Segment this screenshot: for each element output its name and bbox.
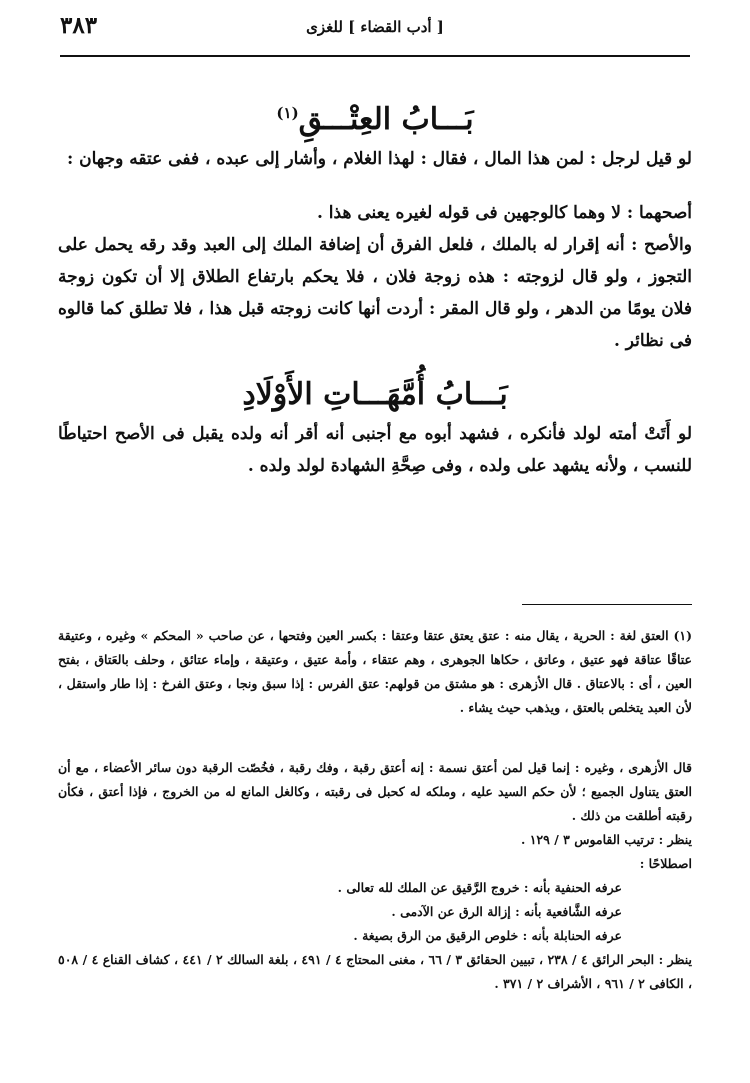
paragraph: أصحهما : لا وهما كالوجهين فى قوله لغيره يعنى هذا .: [316, 203, 692, 223]
footnote-text: (١) العتق لغة : الحرية ، يقال منه : عتق يعتق عتقا وعتقا : بكسر العين وفتحها ، عن صاحب « المحكم » وغيره ، وعتيقة عتاقًا عتاقة فهو عتيق ، وعاتق ، حكاها الجوهرى ، وهم عتقاء ، وأمة عتيق ، وعتيقة ، وإماء عتائق ، وحلف بالعَتاق ، بفتح العين ، أى : بالاعتاق . قال الأزهرى : هو مشتق من قولهم: عتق الفرس : إذا سبق ونجا ، وعتق الفرخ : إذا طار واستقل ، لأن العبد يتخلص بالعتق ، ويذهب حيث يشاء .: [58, 628, 692, 715]
footnote-text: ينظر : ترتيب القاموس ٣ / ١٢٩ .: [520, 832, 692, 847]
footnote-text: ينظر : البحر الرائق ٤ / ٢٣٨ ، تبيين الحقائق ٣ / ٦٦ ، مغنى المحتاج ٤ / ٤٩١ ، بلغة السالك ٢ / ٤٤١ ، كشاف القناع ٤ / ٥٠٨ ، الكافى ٢ / ٩٦١ ، الأشراف ٢ / ٣٧١ .: [58, 952, 692, 991]
spacer: [58, 175, 692, 197]
footnote-reference: (١): [276, 104, 299, 122]
running-title: [ أدب القضاء ] للغزى: [306, 18, 444, 36]
section-heading-text: بَـــابُ العِتْـــقِ: [298, 102, 474, 137]
paragraph: لو أَتَتْ أمته لولد فأنكره ، فشهد أبوه مع أجنبى أنه أقر أنه ولده يقبل فى الأصح احتياطًا للنسب ، ولأنه يشهد على ولده ، وفى صِحَّةِ الشهادة لولد ولده .: [58, 424, 692, 476]
footnote-separator: [522, 604, 692, 605]
footnotes: [58, 624, 692, 996]
header-rule: [60, 55, 690, 57]
footnote-text: عرفه الحنابلة بأنه : خلوص الرقيق من الرق بصيغة .: [353, 928, 622, 943]
footnote-text: اصطلاحًا :: [639, 856, 692, 871]
page-number: ٣٨٣: [60, 12, 98, 39]
footnote-text: عرفه الحنفية بأنه : خروج الرَّقيق عن الملك لله تعالى .: [337, 880, 622, 895]
paragraph: والأصح : أنه إقرار له بالملك ، فلعل الفرق أن إضافة الملك إلى العبد وقد رقه يحمل على التجوز ، ولو قال لزوجته : هذه زوجة فلان ، فلا يحكم بارتفاع الطلاق إلا أن تكون زوجة فلان يومًا من الدهر ، ولو قال المقر : أردت أنها كانت زوجته قبل هذا ، فلا تطلق كما قالوه فى نظائر .: [58, 235, 692, 351]
page-header: [60, 10, 690, 56]
section-heading-mothers-of-children: بَـــابُ أُمَّهَـــاتِ الأَوْلَادِ: [242, 377, 508, 412]
footnote-text: قال الأزهرى ، وغيره : إنما قيل لمن أعتق نسمة : إنه أعتق رقبة ، وفك رقبة ، فخُصّت الرقبة دون سائر الأعضاء ، مع أن العتق يتناول الجميع ؛ لأن حكم السيد عليه ، وملكه له كحبل فى رقبته ، وكالغل المانع له من الخروج ، فإذا أعتق ، فكأن رقبته أطلقت من ذلك .: [58, 760, 692, 823]
paragraph: لو قيل لرجل : لمن هذا المال ، فقال : لهذا الغلام ، وأشار إلى عبده ، ففى عتقه وجهان :: [66, 149, 692, 169]
main-text: [58, 100, 692, 482]
spacer: [58, 720, 692, 756]
section-heading-manumission: [58, 100, 692, 139]
footnote-text: عرفه الشَّافعية بأنه : إزالة الرق عن الآدمى .: [391, 904, 622, 919]
